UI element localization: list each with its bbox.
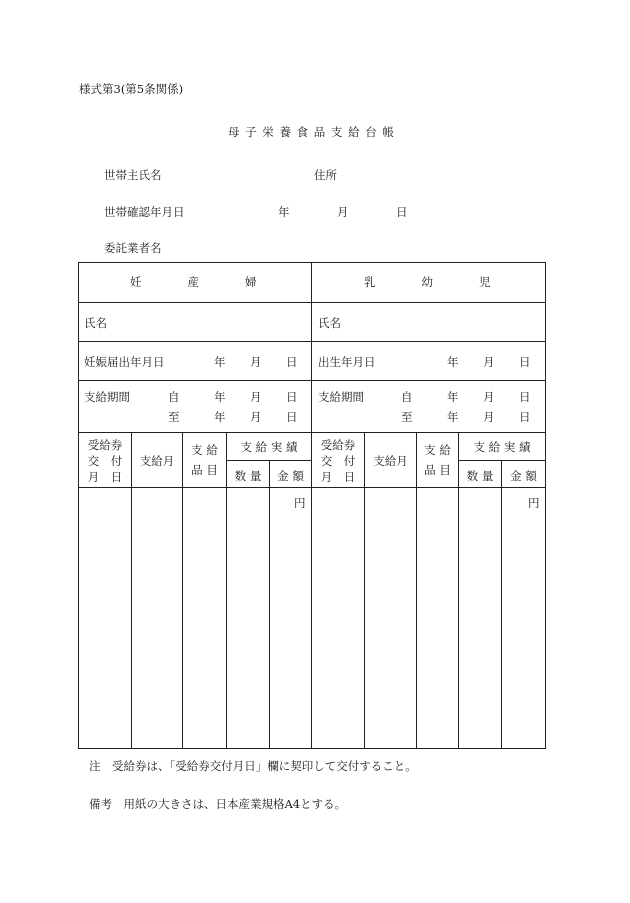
year-label: 年 — [214, 390, 226, 404]
pregnant-woman-heading: 妊 産 婦 — [130, 275, 257, 289]
confirm-month-label: 月 — [337, 205, 349, 219]
supply-period-label: 支給期間 — [318, 390, 364, 404]
row-line — [78, 302, 546, 303]
table-border-right — [545, 262, 546, 749]
year-label: 年 — [214, 410, 226, 424]
col-coupon-line2: 交 付 — [320, 454, 356, 468]
day-label: 日 — [286, 410, 298, 424]
col-amount: 金 額 — [277, 469, 304, 483]
confirm-day-label: 日 — [396, 205, 408, 219]
col-coupon-line1: 受給券 — [87, 438, 123, 452]
month-label: 月 — [250, 390, 262, 404]
col-supply-month: 支給月 — [373, 454, 408, 468]
day-label: 日 — [519, 410, 531, 424]
remarks-text: 備考 用紙の大きさは、日本産業規格A4とする。 — [89, 797, 347, 811]
pregnant-name-label: 氏名 — [84, 316, 107, 330]
col-coupon-line3: 月 日 — [320, 470, 356, 484]
day-label: 日 — [519, 355, 531, 369]
address-label: 住所 — [314, 168, 337, 182]
yen-unit-right: 円 — [528, 496, 540, 510]
confirm-year-label: 年 — [278, 205, 290, 219]
day-label: 日 — [286, 355, 298, 369]
supply-period-label: 支給期間 — [84, 390, 130, 404]
year-label: 年 — [214, 355, 226, 369]
table-border-left — [78, 262, 79, 749]
month-label: 月 — [483, 355, 495, 369]
yen-unit-left: 円 — [294, 496, 306, 510]
month-label: 月 — [483, 390, 495, 404]
row-line — [78, 380, 546, 381]
results-split-line — [458, 460, 546, 461]
from-label: 自 — [401, 390, 413, 404]
to-label: 至 — [168, 410, 180, 424]
row-line — [78, 432, 546, 433]
year-label: 年 — [447, 390, 459, 404]
col-items-line2: 品 目 — [191, 463, 218, 477]
row-line — [78, 487, 546, 488]
day-label: 日 — [519, 390, 531, 404]
month-label: 月 — [483, 410, 495, 424]
row-line — [78, 341, 546, 342]
col-results: 支 給 実 績 — [240, 440, 298, 454]
col-coupon-line1: 受給券 — [320, 438, 356, 452]
month-label: 月 — [250, 410, 262, 424]
col-quantity: 数 量 — [234, 469, 262, 483]
col-amount: 金 額 — [510, 469, 537, 483]
col-line — [501, 460, 502, 749]
col-items-line1: 支 給 — [424, 443, 451, 457]
col-coupon-line2: 交 付 — [87, 454, 123, 468]
infant-name-label: 氏名 — [318, 316, 341, 330]
householder-name-label: 世帯主氏名 — [104, 168, 162, 182]
from-label: 自 — [168, 390, 180, 404]
day-label: 日 — [286, 390, 298, 404]
pregnancy-report-date-label: 妊娠届出年月日 — [84, 355, 165, 369]
birth-date-label: 出生年月日 — [318, 355, 376, 369]
col-line — [416, 432, 417, 749]
to-label: 至 — [401, 410, 413, 424]
month-label: 月 — [250, 355, 262, 369]
col-line — [364, 432, 365, 749]
table-border-top — [78, 262, 546, 263]
infant-heading: 乳 幼 児 — [364, 275, 491, 289]
table-middle-divider — [311, 262, 312, 749]
table-border-bottom — [78, 748, 546, 749]
contractor-label: 委託業者名 — [104, 241, 162, 255]
household-confirm-date-label: 世帯確認年月日 — [104, 205, 185, 219]
col-results: 支 給 実 績 — [473, 440, 531, 454]
col-line — [182, 432, 183, 749]
page-title: 母 子 栄 養 食 品 支 給 台 帳 — [228, 125, 395, 139]
col-items-line1: 支 給 — [191, 443, 218, 457]
col-supply-month: 支給月 — [139, 454, 175, 468]
note-text: 注 受給券は、「受給券交付月日」欄に契印して交付すること。 — [89, 759, 417, 773]
col-line — [131, 432, 132, 749]
col-coupon-line3: 月 日 — [87, 470, 123, 484]
col-line — [269, 460, 270, 749]
col-items-line2: 品 目 — [424, 463, 451, 477]
col-quantity: 数 量 — [466, 469, 494, 483]
form-number: 様式第3(第5条関係) — [79, 82, 184, 96]
year-label: 年 — [447, 355, 459, 369]
year-label: 年 — [447, 410, 459, 424]
